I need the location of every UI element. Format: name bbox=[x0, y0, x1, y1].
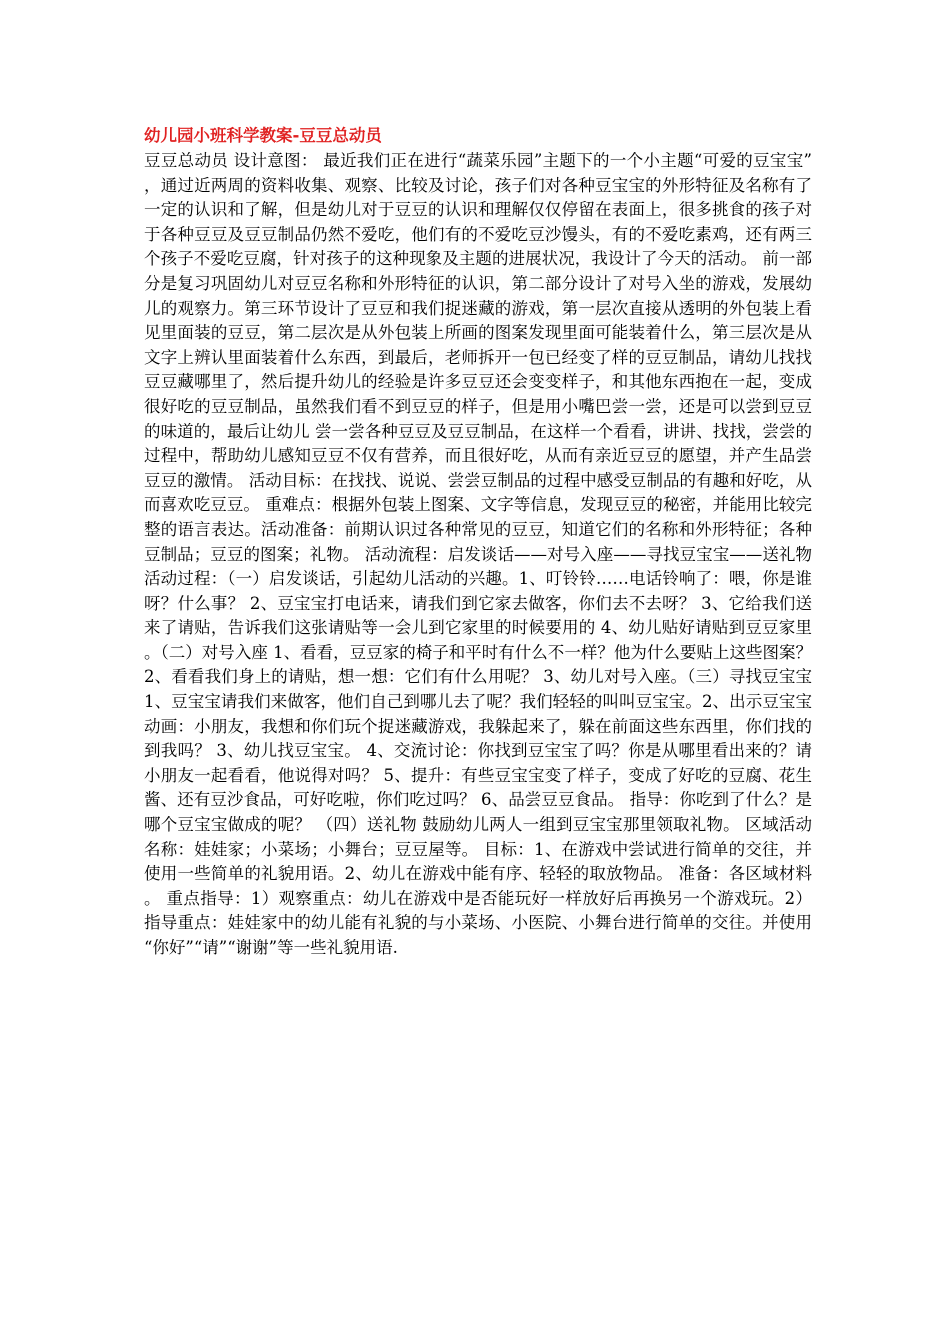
document-title: 幼儿园小班科学教案-豆豆总动员 bbox=[144, 126, 382, 145]
document-content bbox=[144, 122, 812, 961]
document-body: 豆豆总动员 设计意图： 最近我们正在进行“蔬菜乐园”主题下的一个小主题“可爱的豆宝宝”，通过近两周的资料收集、观察、比较及讨论，孩子们对各种豆宝宝的外形特征及名称有了一定的认识和了解，但是幼儿对于豆豆的认识和理解仅仅停留在表面上，很多挑食的孩子对于各种豆豆及豆豆制品仍然不爱吃，他们有的不爱吃豆沙馒头，有的不爱吃素鸡，还有两三个孩子不爱吃豆腐，针对孩子的这种现象及主题的进展状况，我设计了今天的活动。 前一部分是复习巩固幼儿对豆豆名称和外形特征的认识，第二部分设计了对号入坐的游戏，发展幼儿的观察力。第三环节设计了豆豆和我们捉迷藏的游戏，第一层次直接从透明的外包装上看见里面装的豆豆，第二层次是从外包装上所画的图案发现里面可能装着什么，第三层次是从文字上辨认里面装着什么东西，到最后，老师拆开一包已经变了样的豆豆制品，请幼儿找找豆豆藏哪里了，然后提升幼儿的经验是许多豆豆还会变变样子，和其他东西抱在一起，变成很好吃的豆豆制品，虽然我们看不到豆豆的样子，但是用小嘴巴尝一尝，还是可以尝到豆豆的味道的，最后让幼儿 尝一尝各种豆豆及豆豆制品，在这样一个看看，讲讲、找找，尝尝的过程中，帮助幼儿感知豆豆不仅有营养，而且很好吃，从而有亲近豆豆的愿望，并产生品尝豆豆的激情。 活动目标：在找找、说说、尝尝豆制品的过程中感受豆制品的有趣和好吃，从而喜欢吃豆豆。 重难点：根据外包装上图案、文字等信息，发现豆豆的秘密，并能用比较完整的语言表达。活动准备：前期认识过各种常见的豆豆，知道它们的名称和外形特征；各种豆制品；豆豆的图案；礼物。 活动流程：启发谈话——对号入座——寻找豆宝宝——送礼物 活动过程：（一）启发谈话，引起幼儿活动的兴趣。1、叮铃铃……电话铃响了：喂，你是谁呀？什么事？ 2、豆宝宝打电话来，请我们到它家去做客，你们去不去呀？ 3、它给我们送来了请贴，告诉我们这张请贴等一会儿到它家里的时候要用的 4、幼儿贴好请贴到豆豆家里。（二）对号入座 1、看看，豆豆家的椅子和平时有什么不一样？他为什么要贴上这些图案？ 2、看看我们身上的请贴，想一想：它们有什么用呢？ 3、幼儿对号入座。（三）寻找豆宝宝 1、豆宝宝请我们来做客，他们自己到哪儿去了呢？我们轻轻的叫叫豆宝宝。2、出示豆宝宝动画：小朋友，我想和你们玩个捉迷藏游戏，我躲起来了，躲在前面这些东西里，你们找的到我吗？ 3、幼儿找豆宝宝。 4、交流讨论：你找到豆宝宝了吗？你是从哪里看出来的？请小朋友一起看看，他说得对吗？ 5、提升：有些豆宝宝变了样子，变成了好吃的豆腐、花生酱、还有豆沙食品，可好吃啦，你们吃过吗？ 6、品尝豆豆食品。 指导：你吃到了什么？是哪个豆宝宝做成的呢？ （四）送礼物 鼓励幼儿两人一组到豆宝宝那里领取礼物。 区域活动 名称：娃娃家；小菜场；小舞台；豆豆屋等。 目标：1、在游戏中尝试进行简单的交往，并使用一些简单的礼貌用语。2、幼儿在游戏中能有序、轻轻的取放物品。 准备：各区域材料。 重点指导：1）观察重点：幼儿在游戏中是否能玩好一样放好后再换另一个游戏玩。2）指导重点：娃娃家中的幼儿能有礼貌的与小菜场、小医院、小舞台进行简单的交往。并使用“你好”“请”“谢谢”等一些礼貌用语. bbox=[144, 151, 812, 957]
